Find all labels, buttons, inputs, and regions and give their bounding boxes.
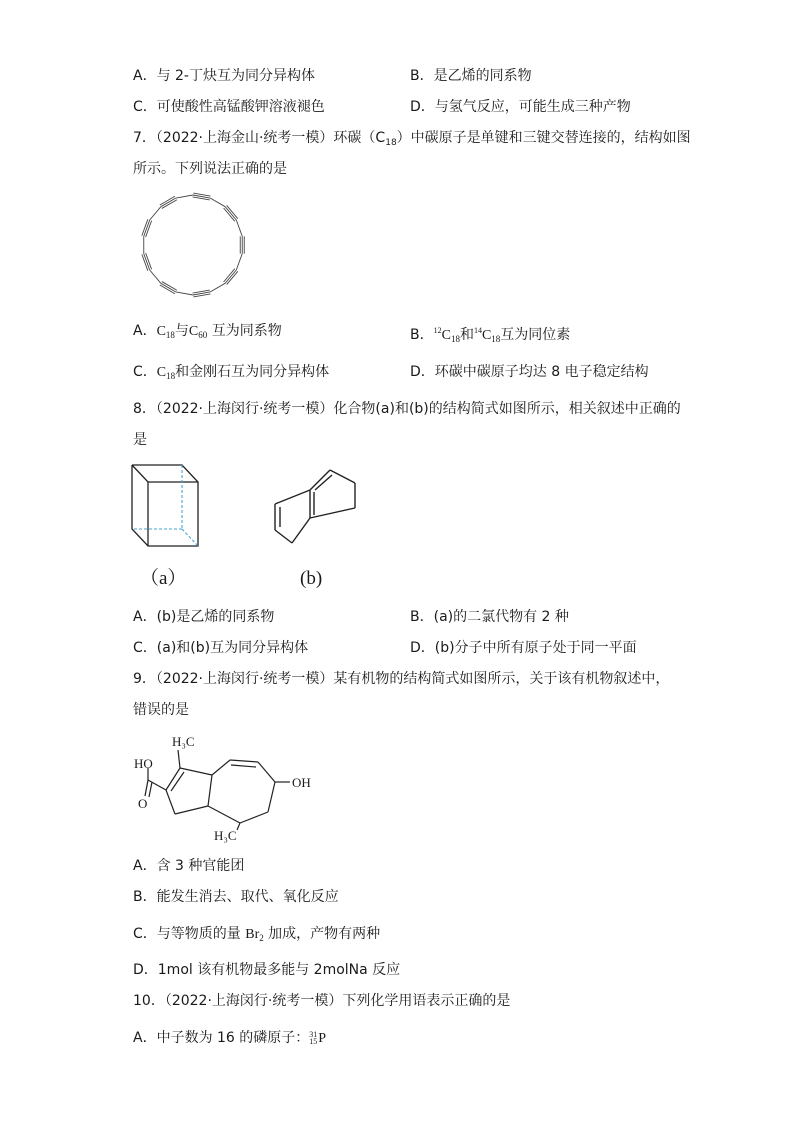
q8-option-d: D．(b)分子中所有原子处于同一平面 (410, 640, 637, 656)
ring-bond-line (227, 205, 238, 218)
ring-bond-line (160, 285, 175, 294)
ring-bond-line (162, 200, 177, 209)
phosphorus-nuclide-numbers: 31 15 (309, 1030, 318, 1046)
cubane-structure-figure (130, 460, 200, 550)
cyclocarbon-ring-figure (138, 190, 248, 300)
methyl-label-top: H₃C (172, 734, 195, 749)
ring-bond-line (210, 283, 225, 292)
methyl-label-bottom: H₃C (214, 828, 237, 843)
ring-bond-line (161, 283, 176, 292)
q7-stem-line2: 所示。下列说法正确的是 (133, 161, 287, 177)
ring-bond-line (225, 270, 236, 283)
ring-bond-line (162, 282, 177, 291)
q9-option-a: A．含 3 种官能团 (133, 858, 245, 874)
organic-molecule-figure (130, 730, 330, 842)
structure-label-a: （a） (140, 568, 187, 589)
ring-bond-line (224, 208, 235, 221)
ring-bond-line (176, 195, 193, 198)
ring-bond-line (161, 198, 176, 207)
q8-stem-line1: 8．（2022·上海闵行·统考一模）化合物(a)和(b)的结构简式如图所示，相关叙述中正确的 (133, 401, 681, 417)
q6-option-c: C．可使酸性高锰酸钾溶液褪色 (133, 99, 325, 115)
ring-bond-line (150, 270, 161, 283)
q8-option-b: B．(a)的二氯代物有 2 种 (410, 609, 569, 625)
q7-option-b: B．$^{12}C_{18}$和$^{14}C_{18}$互为同位素 (410, 326, 571, 344)
q9-option-b: B．能发生消去、取代、氧化反应 (133, 889, 339, 905)
q6-option-d: D．与氢气反应，可能生成三种产物 (410, 99, 631, 115)
q6-option-b: B．是乙烯的同系物 (410, 68, 532, 84)
ring-bond-line (160, 196, 175, 205)
q8-option-a: A．(b)是乙烯的同系物 (133, 609, 275, 625)
hydroxyl-label: OH (292, 775, 311, 790)
q9-option-c: C．与等物质的量 $Br_2$ 加成，产物有两种 (133, 926, 381, 943)
ring-bond-line (236, 254, 242, 270)
q6-option-a: A．与 2-丁炔互为同分异构体 (133, 68, 315, 84)
q7-option-c: C．$C_{18}$和金刚石互为同分异构体 (133, 364, 330, 381)
hydroxyl-acid-label: HO (134, 756, 153, 771)
q9-option-d: D．1mol 该有机物最多能与 2molNa 反应 (133, 962, 401, 978)
q7-stem-line1: 7．（2022·上海金山·统考一模）环碳$(C_{18})$中碳原子是单键和三键交替连接的，结构如图 (133, 130, 691, 148)
structure-label-b: (b) (300, 568, 323, 589)
ring-bond-line (224, 269, 235, 282)
q7-option-a: A．$C_{18}$与$C_{60}$ 互为同系物 (133, 323, 282, 340)
q8-option-c: C．(a)和(b)互为同分异构体 (133, 640, 309, 656)
ring-bond-line (150, 207, 161, 220)
q9-stem-line1: 9．（2022·上海闵行·统考一模）某有机物的结构简式如图所示，关于该有机物叙述中， (133, 671, 670, 687)
q8-stem-line2: 是 (133, 432, 147, 448)
ring-bond-line (236, 220, 242, 236)
ring-bond-line (225, 207, 236, 220)
ring-bond-line (227, 271, 238, 284)
bicyclic-diene-structure-figure (270, 468, 360, 548)
ring-bond-line (176, 292, 193, 295)
q10-option-a: A．中子数为 16 的磷原子：31 15P (133, 1030, 327, 1046)
q10-stem: 10．（2022·上海闵行·统考一模）下列化学用语表示正确的是 (133, 993, 511, 1009)
ring-bond-line (210, 198, 225, 207)
q9-stem-line2: 错误的是 (133, 702, 189, 718)
q7-option-d: D．环碳中碳原子均达 8 电子稳定结构 (410, 364, 649, 380)
carbonyl-oxygen-label: O (138, 796, 148, 811)
